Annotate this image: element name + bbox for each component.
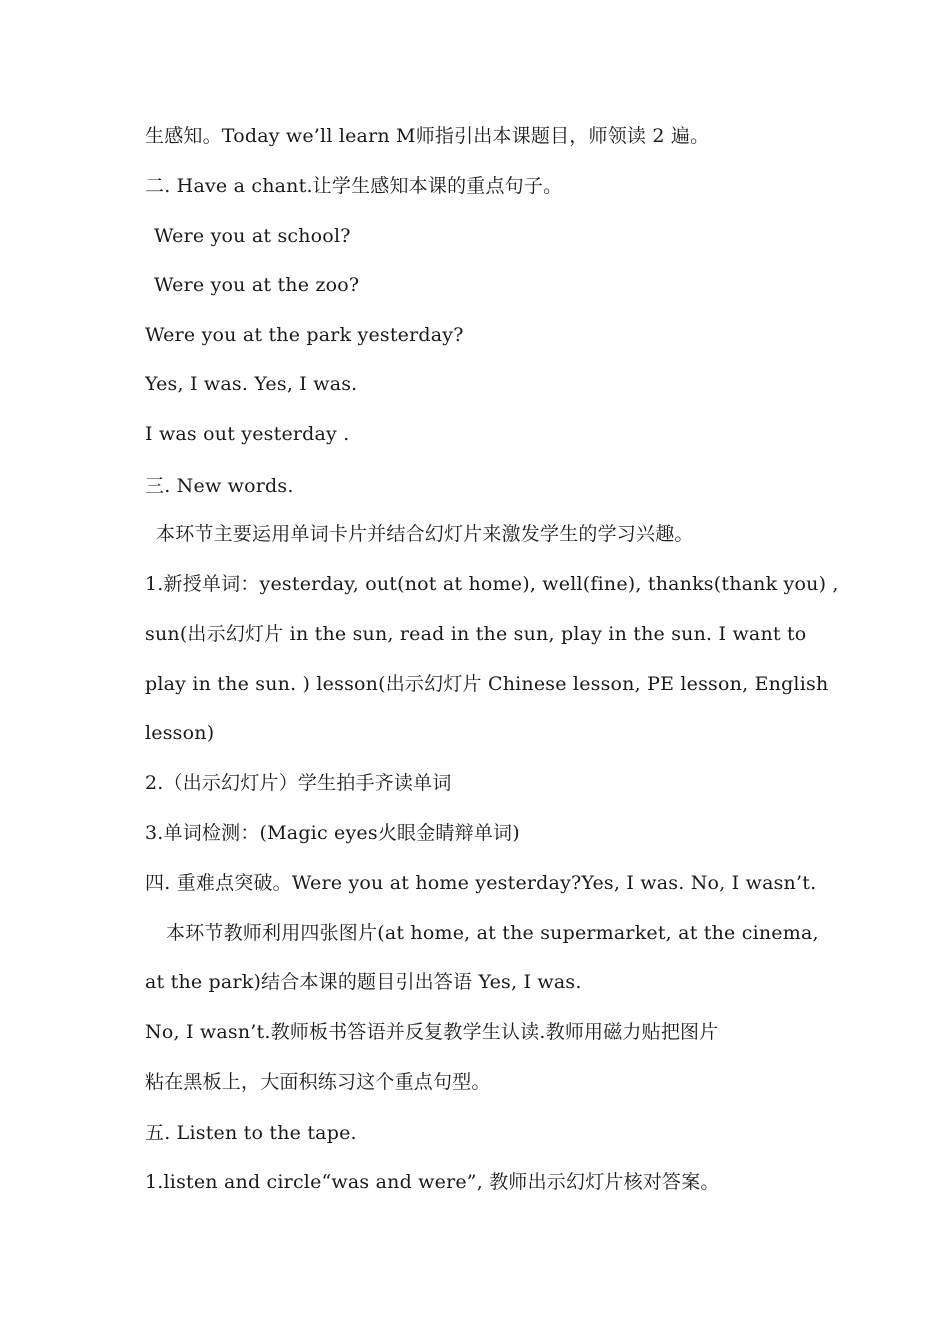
new-words-item-1-cont-1: sun(出示幻灯片 in the sun, read in the sun, play in the sun. I want to: [145, 623, 807, 645]
new-words-intro: 本环节主要运用单词卡片并结合幻灯片来激发学生的学习兴趣。: [156, 523, 694, 545]
section-heading-4: 四. 重难点突破。Were you at home yesterday?Yes, I was. No, I wasn’t.: [145, 872, 817, 894]
new-words-item-1-cont-3: lesson): [145, 722, 215, 744]
new-words-item-3: 3.单词检测：(Magic eyes火眼金睛辩单词): [145, 822, 520, 844]
key-points-text-4: 粘在黑板上，大面积练习这个重点句型。: [145, 1071, 491, 1093]
new-words-item-2: 2.（出示幻灯片）学生拍手齐读单词: [145, 772, 452, 794]
section-heading-2: 二. Have a chant.让学生感知本课的重点句子。: [145, 175, 563, 197]
chant-line-3: Were you at the park yesterday?: [145, 324, 464, 346]
section-heading-3: 三. New words.: [145, 475, 294, 497]
section-heading-5: 五. Listen to the tape.: [145, 1122, 357, 1144]
new-words-item-1: 1.新授单词：yesterday, out(not at home), well(fine), thanks(thank you) ,: [145, 573, 839, 595]
chant-line-4: Yes, I was. Yes, I was.: [145, 373, 358, 395]
key-points-text-1: 本环节教师利用四张图片(at home, at the supermarket, at the cinema,: [166, 922, 819, 944]
key-points-text-2: at the park)结合本课的题目引出答语 Yes, I was.: [145, 971, 582, 993]
chant-line-5: I was out yesterday .: [145, 423, 350, 445]
key-points-text-3: No, I wasn’t.教师板书答语并反复教学生认读.教师用磁力贴把图片: [145, 1021, 719, 1043]
listen-item-1: 1.listen and circle“was and were”, 教师出示幻灯片核对答案。: [145, 1171, 720, 1193]
text-line-1: 生感知。Today we’ll learn M师指引出本课题目，师领读 2 遍。: [145, 125, 710, 147]
chant-line-1: Were you at school?: [154, 225, 351, 247]
new-words-item-1-cont-2: play in the sun. ) lesson(出示幻灯片 Chinese lesson, PE lesson, English: [145, 673, 829, 695]
chant-line-2: Were you at the zoo?: [154, 274, 360, 296]
